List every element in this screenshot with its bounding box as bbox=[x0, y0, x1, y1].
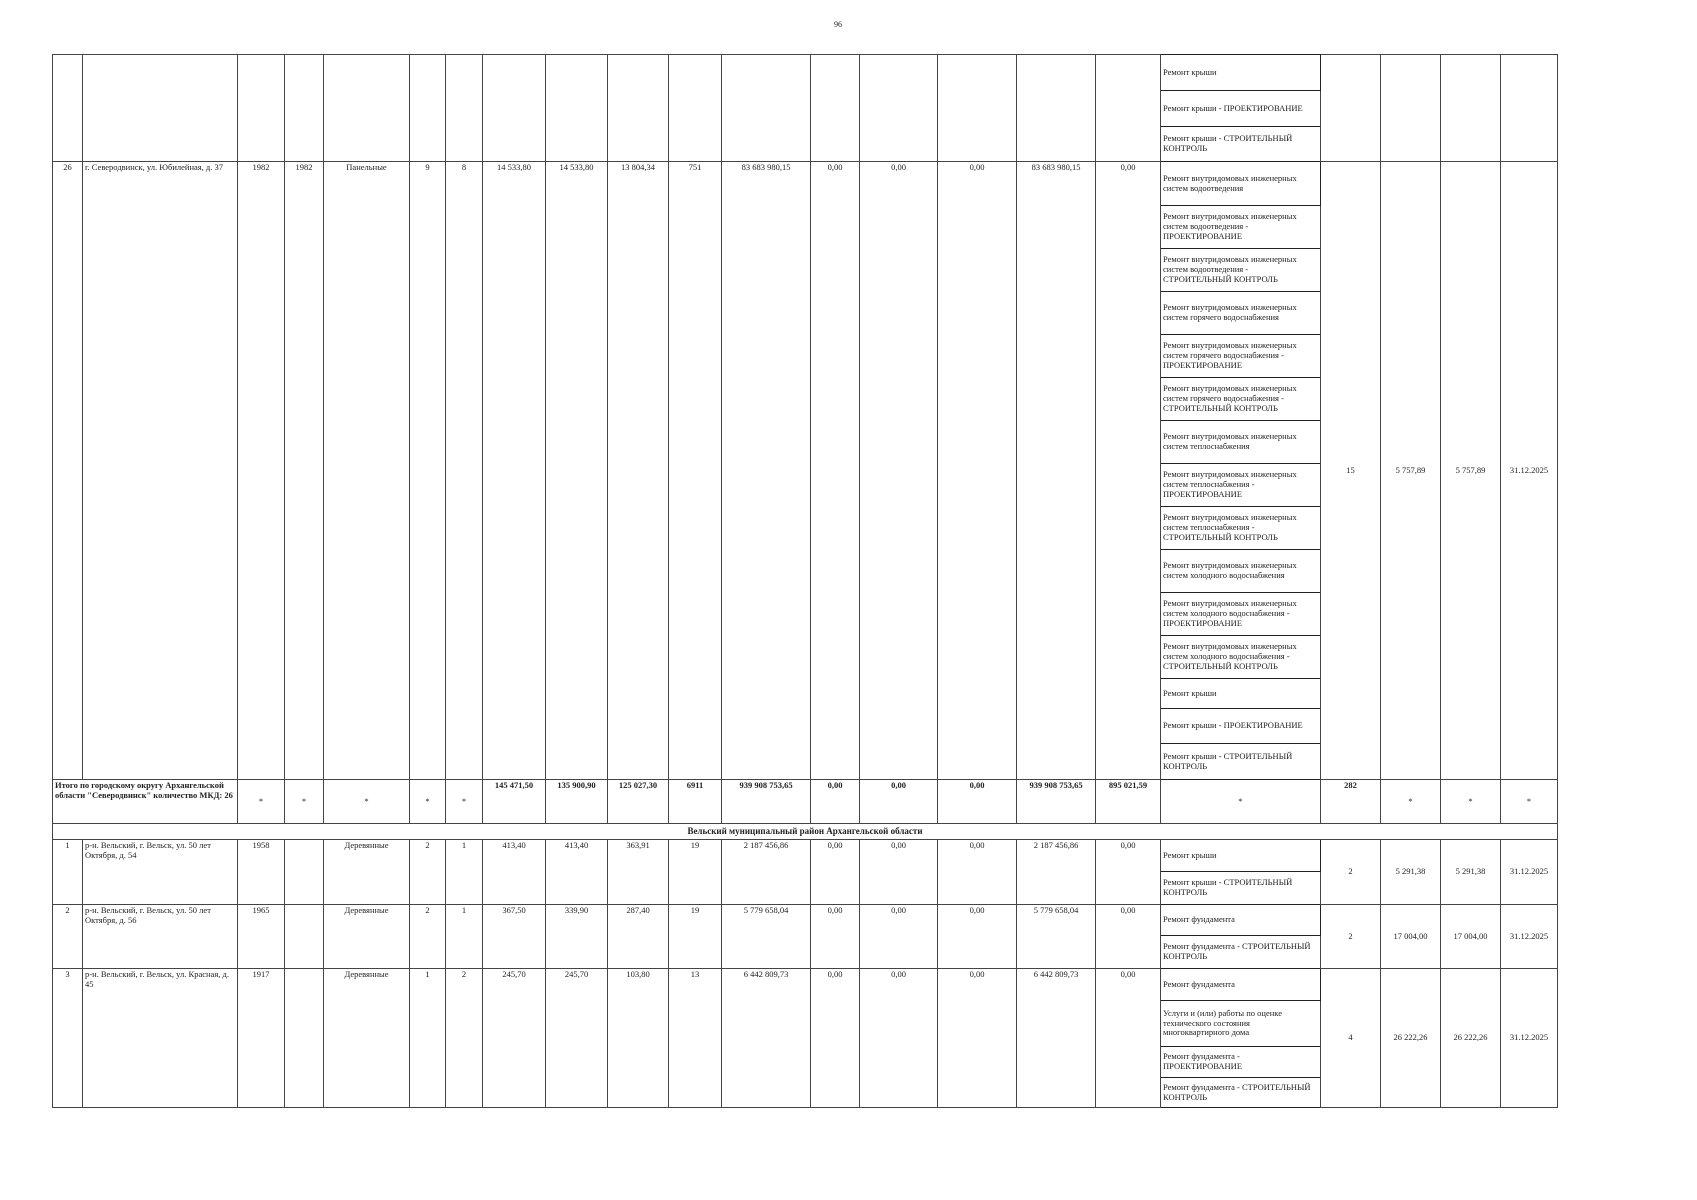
total-star: * bbox=[410, 780, 446, 824]
cost-owners: 5 779 658,04 bbox=[1017, 905, 1096, 969]
cost-fund: 0,00 bbox=[811, 969, 860, 1108]
total-label: Итого по городскому округу Архангельской области "Северодвинск" количество МКД: 26 bbox=[53, 780, 238, 824]
area-living: 103,80 bbox=[608, 969, 669, 1108]
cost-regional: 0,00 bbox=[860, 162, 938, 780]
cost-total: 2 187 456,86 bbox=[722, 840, 811, 905]
address: р-н. Вельский, г. Вельск, ул. 50 лет Октября, д. 54 bbox=[83, 840, 238, 905]
residents: 13 bbox=[669, 969, 722, 1108]
work-item: Ремонт внутридомовых инженерных систем водоотведения - ПРОЕКТИРОВАНИЕ bbox=[1161, 206, 1321, 249]
page-number: 96 bbox=[834, 20, 842, 29]
area-premises: 245,70 bbox=[546, 969, 608, 1108]
specific-cost: 0,00 bbox=[1096, 905, 1161, 969]
area-living: 13 804,34 bbox=[608, 162, 669, 780]
year-built: 1982 bbox=[238, 162, 285, 780]
work-item: Ремонт внутридомовых инженерных систем горячего водоснабжения - СТРОИТЕЛЬНЫЙ КОНТРОЛЬ bbox=[1161, 378, 1321, 421]
year-commissioned bbox=[285, 969, 324, 1108]
work-item: Ремонт внутридомовых инженерных систем теплоснабжения - СТРОИТЕЛЬНЫЙ КОНТРОЛЬ bbox=[1161, 507, 1321, 550]
total-star: * bbox=[1441, 780, 1501, 824]
floors: 2 bbox=[410, 905, 446, 969]
total-star: * bbox=[324, 780, 410, 824]
cost-per-m2-limit: 17 004,00 bbox=[1441, 905, 1501, 969]
cost-total: 83 683 980,15 bbox=[722, 162, 811, 780]
works-count: 2 bbox=[1321, 905, 1381, 969]
work-item: Ремонт внутридомовых инженерных систем холодного водоснабжения - СТРОИТЕЛЬНЫЙ КОНТРОЛЬ bbox=[1161, 636, 1321, 679]
total-specific: 895 021,59 bbox=[1096, 780, 1161, 824]
cost-local: 0,00 bbox=[938, 905, 1017, 969]
wall-material: Деревянные bbox=[324, 969, 410, 1108]
total-area: 14 533,80 bbox=[483, 162, 546, 780]
total-area: 245,70 bbox=[483, 969, 546, 1108]
cost-local: 0,00 bbox=[938, 969, 1017, 1108]
residents: 19 bbox=[669, 905, 722, 969]
residents: 751 bbox=[669, 162, 722, 780]
work-item: Ремонт внутридомовых инженерных систем водоотведения - СТРОИТЕЛЬНЫЙ КОНТРОЛЬ bbox=[1161, 249, 1321, 292]
cost-per-m2-limit: 5 291,38 bbox=[1441, 840, 1501, 905]
cost-local: 0,00 bbox=[938, 162, 1017, 780]
total-area: 145 471,50 bbox=[483, 780, 546, 824]
wall-material: Деревянные bbox=[324, 905, 410, 969]
deadline: 31.12.2025 bbox=[1501, 905, 1558, 969]
work-item: Ремонт фундамента - СТРОИТЕЛЬНЫЙ КОНТРОЛЬ bbox=[1161, 1078, 1321, 1108]
floors: 2 bbox=[410, 840, 446, 905]
deadline: 31.12.2025 bbox=[1501, 969, 1558, 1108]
table-row bbox=[53, 905, 1558, 936]
cost-owners: 2 187 456,86 bbox=[1017, 840, 1096, 905]
work-item: Ремонт внутридомовых инженерных систем холодного водоснабжения bbox=[1161, 550, 1321, 593]
work-item: Ремонт фундамента - СТРОИТЕЛЬНЫЙ КОНТРОЛЬ bbox=[1161, 936, 1321, 969]
cost-fund: 0,00 bbox=[811, 162, 860, 780]
cost-per-m2: 5 291,38 bbox=[1381, 840, 1441, 905]
total-cost-local: 0,00 bbox=[938, 780, 1017, 824]
area-living: 287,40 bbox=[608, 905, 669, 969]
total-row bbox=[53, 780, 1558, 824]
wall-material: Деревянные bbox=[324, 840, 410, 905]
total-area-premises: 135 900,90 bbox=[546, 780, 608, 824]
cost-fund: 0,00 bbox=[811, 905, 860, 969]
total-star: * bbox=[238, 780, 285, 824]
deadline: 31.12.2025 bbox=[1501, 840, 1558, 905]
address: р-н. Вельский, г. Вельск, ул. Красная, д. 45 bbox=[83, 969, 238, 1108]
cost-local: 0,00 bbox=[938, 840, 1017, 905]
specific-cost: 0,00 bbox=[1096, 162, 1161, 780]
cost-per-m2-limit: 5 757,89 bbox=[1441, 162, 1501, 780]
capital-repair-table bbox=[52, 54, 1558, 1108]
total-residents: 6911 bbox=[669, 780, 722, 824]
section-header-row bbox=[53, 824, 1558, 840]
entrances: 1 bbox=[446, 905, 483, 969]
deadline: 31.12.2025 bbox=[1501, 162, 1558, 780]
work-item: Ремонт фундамента bbox=[1161, 969, 1321, 1001]
work-item: Ремонт внутридомовых инженерных систем водоотведения bbox=[1161, 162, 1321, 206]
total-star: * bbox=[1501, 780, 1558, 824]
cost-regional: 0,00 bbox=[860, 905, 938, 969]
table-row bbox=[53, 969, 1558, 1001]
table-row bbox=[53, 840, 1558, 872]
total-star: * bbox=[285, 780, 324, 824]
cost-per-m2-limit: 26 222,26 bbox=[1441, 969, 1501, 1108]
specific-cost: 0,00 bbox=[1096, 969, 1161, 1108]
row-number: 1 bbox=[53, 840, 83, 905]
row-number: 26 bbox=[53, 162, 83, 780]
year-commissioned bbox=[285, 905, 324, 969]
total-area: 367,50 bbox=[483, 905, 546, 969]
cost-owners: 6 442 809,73 bbox=[1017, 969, 1096, 1108]
year-built: 1958 bbox=[238, 840, 285, 905]
cost-regional: 0,00 bbox=[860, 840, 938, 905]
year-built: 1917 bbox=[238, 969, 285, 1108]
work-item: Ремонт внутридомовых инженерных систем теплоснабжения bbox=[1161, 421, 1321, 464]
work-item: Ремонт фундамента - ПРОЕКТИРОВАНИЕ bbox=[1161, 1047, 1321, 1078]
total-works-count: 282 bbox=[1321, 780, 1381, 824]
work-item: Ремонт внутридомовых инженерных систем горячего водоснабжения - ПРОЕКТИРОВАНИЕ bbox=[1161, 335, 1321, 378]
total-cost: 939 908 753,65 bbox=[722, 780, 811, 824]
total-star: * bbox=[1161, 780, 1321, 824]
works-count: 15 bbox=[1321, 162, 1381, 780]
entrances: 1 bbox=[446, 840, 483, 905]
row-number: 3 bbox=[53, 969, 83, 1108]
table-row bbox=[53, 55, 1558, 91]
cost-per-m2: 5 757,89 bbox=[1381, 162, 1441, 780]
row-number: 2 bbox=[53, 905, 83, 969]
total-star: * bbox=[446, 780, 483, 824]
work-item: Ремонт крыши bbox=[1161, 840, 1321, 872]
work-item: Ремонт крыши - ПРОЕКТИРОВАНИЕ bbox=[1161, 91, 1321, 127]
year-commissioned: 1982 bbox=[285, 162, 324, 780]
total-cost-fund: 0,00 bbox=[811, 780, 860, 824]
work-item: Ремонт крыши - СТРОИТЕЛЬНЫЙ КОНТРОЛЬ bbox=[1161, 744, 1321, 780]
total-area-living: 125 027,30 bbox=[608, 780, 669, 824]
work-item: Ремонт фундамента bbox=[1161, 905, 1321, 936]
address: р-н. Вельский, г. Вельск, ул. 50 лет Октября, д. 56 bbox=[83, 905, 238, 969]
work-item: Ремонт крыши - ПРОЕКТИРОВАНИЕ bbox=[1161, 709, 1321, 744]
total-cost-regional: 0,00 bbox=[860, 780, 938, 824]
work-item: Ремонт крыши - СТРОИТЕЛЬНЫЙ КОНТРОЛЬ bbox=[1161, 127, 1321, 162]
total-cost-owners: 939 908 753,65 bbox=[1017, 780, 1096, 824]
address: г. Северодвинск, ул. Юбилейная, д. 37 bbox=[83, 162, 238, 780]
area-living: 363,91 bbox=[608, 840, 669, 905]
work-item: Услуги и (или) работы по оценке технического состояния многоквартирного дома bbox=[1161, 1001, 1321, 1047]
total-star: * bbox=[1381, 780, 1441, 824]
cost-total: 5 779 658,04 bbox=[722, 905, 811, 969]
entrances: 8 bbox=[446, 162, 483, 780]
floors: 9 bbox=[410, 162, 446, 780]
work-item: Ремонт внутридомовых инженерных систем холодного водоснабжения - ПРОЕКТИРОВАНИЕ bbox=[1161, 593, 1321, 636]
year-built: 1965 bbox=[238, 905, 285, 969]
year-commissioned bbox=[285, 840, 324, 905]
cost-per-m2: 26 222,26 bbox=[1381, 969, 1441, 1108]
work-item: Ремонт крыши bbox=[1161, 679, 1321, 709]
entrances: 2 bbox=[446, 969, 483, 1108]
work-item: Ремонт крыши bbox=[1161, 55, 1321, 91]
area-premises: 14 533,80 bbox=[546, 162, 608, 780]
section-title: Вельский муниципальный район Архангельской области bbox=[53, 824, 1558, 840]
table-row bbox=[53, 162, 1558, 206]
area-premises: 339,90 bbox=[546, 905, 608, 969]
works-count: 2 bbox=[1321, 840, 1381, 905]
specific-cost: 0,00 bbox=[1096, 840, 1161, 905]
cost-per-m2: 17 004,00 bbox=[1381, 905, 1441, 969]
total-area: 413,40 bbox=[483, 840, 546, 905]
area-premises: 413,40 bbox=[546, 840, 608, 905]
cost-regional: 0,00 bbox=[860, 969, 938, 1108]
work-item: Ремонт внутридомовых инженерных систем горячего водоснабжения bbox=[1161, 292, 1321, 335]
cost-total: 6 442 809,73 bbox=[722, 969, 811, 1108]
floors: 1 bbox=[410, 969, 446, 1108]
work-item: Ремонт внутридомовых инженерных систем теплоснабжения - ПРОЕКТИРОВАНИЕ bbox=[1161, 464, 1321, 507]
works-count: 4 bbox=[1321, 969, 1381, 1108]
residents: 19 bbox=[669, 840, 722, 905]
cost-fund: 0,00 bbox=[811, 840, 860, 905]
work-item: Ремонт крыши - СТРОИТЕЛЬНЫЙ КОНТРОЛЬ bbox=[1161, 872, 1321, 905]
cost-owners: 83 683 980,15 bbox=[1017, 162, 1096, 780]
wall-material: Панельные bbox=[324, 162, 410, 780]
